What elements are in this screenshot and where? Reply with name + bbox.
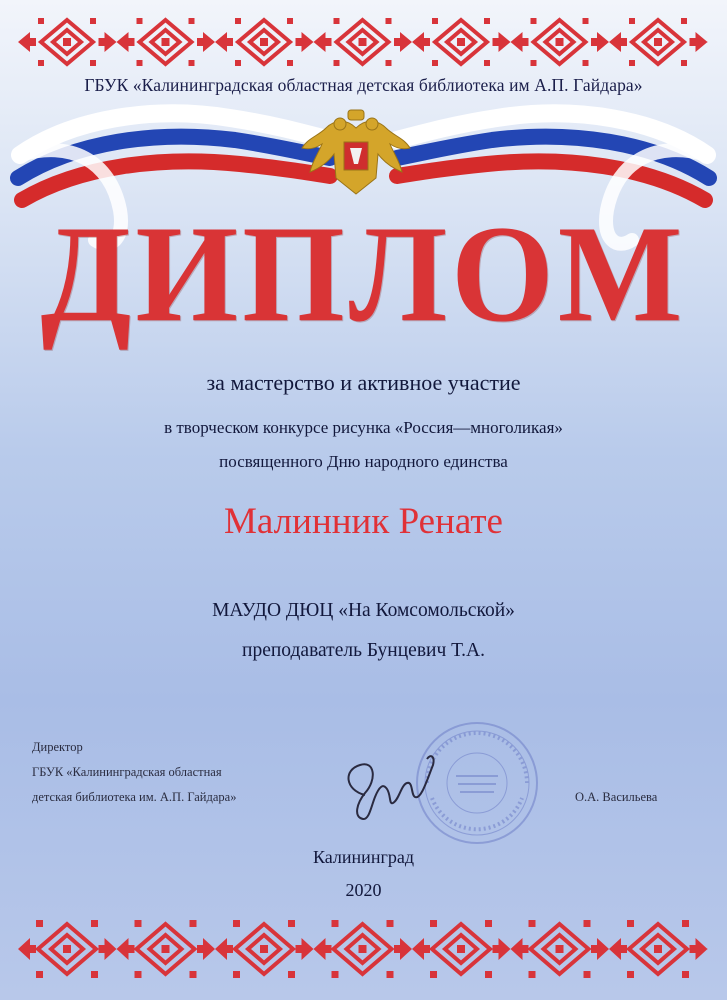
bottom-ornament-border xyxy=(18,916,708,982)
diploma-title: ДИПЛОМ xyxy=(40,196,687,351)
signer-name: О.А. Васильева xyxy=(575,790,658,804)
double-headed-eagle-emblem xyxy=(296,108,416,198)
occasion-line: посвященного Дню народного единства xyxy=(219,452,508,471)
organization-header: ГБУК «Калининградская областная детская библиотека им А.П. Гайдара» xyxy=(84,75,643,95)
signatory-role: Директор xyxy=(32,740,83,754)
city: Калининград xyxy=(313,847,414,867)
top-ornament-border xyxy=(18,14,708,70)
award-reason-line: за мастерство и активное участие xyxy=(206,370,521,395)
contest-name-line: в творческом конкурсе рисунка «Россия—многоликая» xyxy=(164,418,563,437)
signatory-org-line1: ГБУК «Калининградская областная xyxy=(32,765,222,779)
signature xyxy=(335,745,445,825)
teacher-name: преподаватель Бунцевич Т.А. xyxy=(242,640,485,661)
school-name: МАУДО ДЮЦ «На Комсомольской» xyxy=(212,600,515,621)
recipient-name: Малинник Ренате xyxy=(224,501,503,542)
signatory-org-line2: детская библиотека им. А.П. Гайдара» xyxy=(32,790,237,804)
year: 2020 xyxy=(345,880,382,900)
